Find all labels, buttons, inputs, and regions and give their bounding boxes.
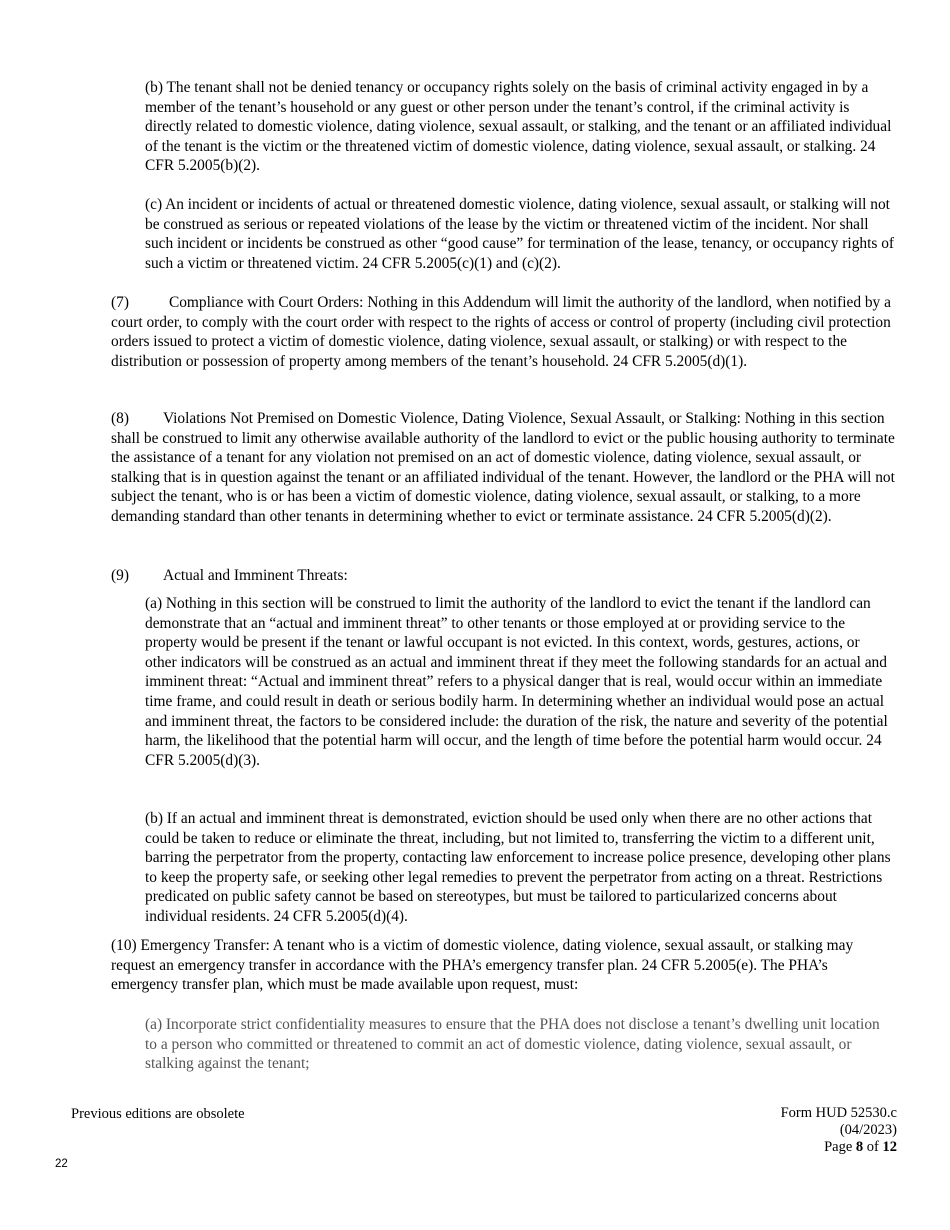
section-number-8: (8): [111, 410, 129, 427]
paragraph-8: [111, 409, 895, 527]
section-number-9: (9): [111, 567, 129, 584]
footer-form-date: (04/2023): [839, 1122, 897, 1138]
page-total: 12: [882, 1139, 897, 1155]
paragraph-9: [111, 566, 895, 586]
footer-obsolete-note: Previous editions are obsolete: [71, 1106, 245, 1122]
footer-form-number: Form HUD 52530.c: [780, 1105, 897, 1121]
page-number: 8: [855, 1139, 864, 1155]
page-label: Page: [824, 1139, 853, 1155]
section-number-7: (7): [111, 294, 129, 311]
paragraph-9-heading: Actual and Imminent Threats:: [162, 567, 348, 584]
paragraph-8-text: Violations Not Premised on Domestic Violence, Dating Violence, Sexual Assault, or Stalking: Nothing in this section shall be construed to limit any otherwise available authority of the landlord to evict or the public housing authority to terminate the assistance of a tenant for any violation not premised on an act of domestic violence, dating violence, sexual assault, or stalking that is in question against the tenant or an affiliated individual of the tenant. However, the landlord or the PHA will not subject the tenant, who is or has been a victim of domestic violence, dating violence, sexual assault, or stalking, to a more demanding standard than other tenants in determining whether to evict or terminate assistance. 24 CFR 5.2005(d)(2).: [111, 410, 895, 525]
footer-page-indicator: [700, 1139, 897, 1156]
footer-form-info: [700, 1105, 897, 1156]
corner-page-number: 22: [55, 1158, 68, 1170]
paragraph-7-text: Compliance with Court Orders: Nothing in this Addendum will limit the authority of the landlord, when notified by a court order, to comply with the court order with respect to the rights of access or control of property (including civil protection orders issued to protect a victim of domestic violence, dating violence, sexual assault, or stalking) or with respect to the distribution or possession of property among members of the tenant’s household. 24 CFR 5.2005(d)(1).: [111, 294, 891, 370]
paragraph-10: (10) Emergency Transfer: A tenant who is a victim of domestic violence, dating violence, sexual assault, or stalking may request an emergency transfer in accordance with the PHA’s emergency transfer plan. 24 CFR 5.2005(e). The PHA’s emergency transfer plan, which must be made available upon request, must:: [111, 937, 854, 994]
page-of-label: of: [866, 1139, 879, 1155]
paragraph-7: [111, 293, 895, 371]
paragraph-10a: (a) Incorporate strict confidentiality measures to ensure that the PHA does not disclose a tenant’s dwelling unit location to a person who committed or threatened to commit an act of domestic violence, dating violence, sexual assault, or stalking against the tenant;: [145, 1016, 880, 1073]
paragraph-6c: (c) An incident or incidents of actual or threatened domestic violence, dating violence, sexual assault, or stalking will not be construed as serious or repeated violations of the lease by the victim or threatened victim of the incident. Nor shall such incident or incidents be construed as other “good cause” for termination of the lease, tenancy, or occupancy rights of such a victim or threatened victim. 24 CFR 5.2005(c)(1) and (c)(2).: [145, 196, 895, 272]
paragraph-9b: (b) If an actual and imminent threat is demonstrated, eviction should be used only when there are no other actions that could be taken to reduce or eliminate the threat, including, but not limited to, transferring the victim to a different unit, barring the perpetrator from the property, contacting law enforcement to increase police presence, developing other plans to keep the property safe, or seeking other legal remedies to prevent the perpetrator from acting on a threat. Restrictions predicated on public safety cannot be based on stereotypes, but must be tailored to particularized concerns about individual residents. 24 CFR 5.2005(d)(4).: [145, 810, 891, 925]
paragraph-9a: (a) Nothing in this section will be construed to limit the authority of the landlord to evict the tenant if the landlord can demonstrate that an “actual and imminent threat” to other tenants or those employed at or providing service to the property would be present if the tenant or lawful occupant is not evicted. In this context, words, gestures, actions, or other indicators will be construed as an actual and imminent threat if they meet the following standards for an actual and imminent threat: “Actual and imminent threat” refers to a physical danger that is real, would occur within an immediate time frame, and could result in death or serious bodily harm. In determining whether an individual would pose an actual and imminent threat, the factors to be considered include: the duration of the risk, the nature and severity of the potential harm, the likelihood that the potential harm will occur, and the length of time before the potential harm would occur. 24 CFR 5.2005(d)(3).: [145, 595, 888, 769]
paragraph-6b: (b) The tenant shall not be denied tenancy or occupancy rights solely on the basis of criminal activity engaged in by a member of the tenant’s household or any guest or other person under the tenant’s control, if the criminal activity is directly related to domestic violence, dating violence, sexual assault, or stalking, and the tenant or an affiliated individual of the tenant is the victim or the threatened victim of domestic violence, dating violence, sexual assault, or stalking. 24 CFR 5.2005(b)(2).: [145, 79, 892, 175]
